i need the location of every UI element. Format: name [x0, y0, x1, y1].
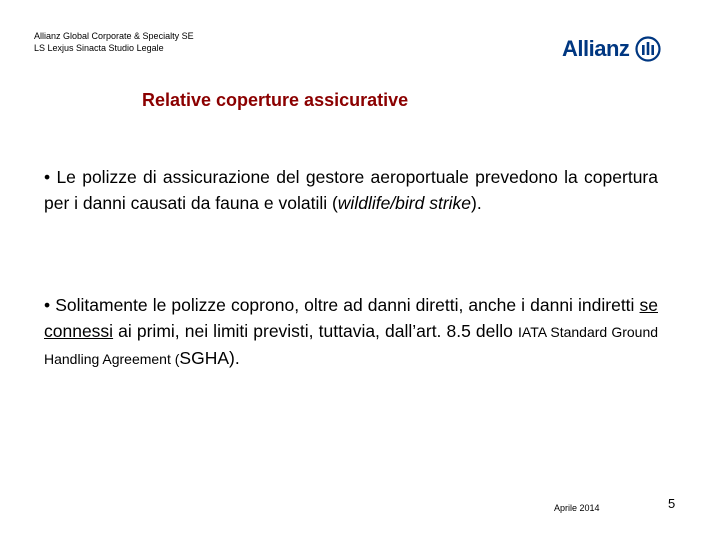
allianz-eagle-icon	[635, 36, 661, 62]
slide-title: Relative coperture assicurative	[142, 90, 409, 110]
bullet-marker: •	[44, 167, 51, 187]
bullet-marker: •	[44, 295, 51, 315]
bullet1-end: ).	[471, 193, 482, 213]
law-firm-line: LS Lexjus Sinacta Studio Legale	[34, 43, 164, 53]
bullet1-italic: wildlife/bird strike	[337, 193, 472, 213]
company-line: Allianz Global Corporate & Specialty SE	[34, 31, 194, 41]
allianz-logo	[562, 36, 661, 62]
bullet-paragraph-1	[44, 164, 658, 216]
bullet2-text-c: SGHA).	[179, 348, 240, 368]
footer-date: Aprile 2014	[554, 503, 600, 513]
bullet2-agreement: IATA Standard Ground Handling Agreement (	[44, 324, 659, 367]
bullet2-text-b: ai primi, nei limiti previsti, tuttavia, dall’art. 8.5 dello	[113, 321, 518, 341]
bullet2-text-a: Solitamente le polizze coprono, oltre ad danni diretti, anche i danni indiretti	[50, 295, 640, 315]
bullet1-text: Le polizze di assicurazione del gestore aeroportuale prevedono la copertura per i danni causati da fauna e volatili (	[44, 167, 658, 213]
bullet2-underlined: se connessi	[44, 295, 658, 341]
bullet-paragraph-2	[44, 292, 658, 372]
page-number: 5	[668, 496, 676, 511]
logo-text: Allianz	[562, 36, 630, 61]
header-text	[34, 30, 194, 54]
